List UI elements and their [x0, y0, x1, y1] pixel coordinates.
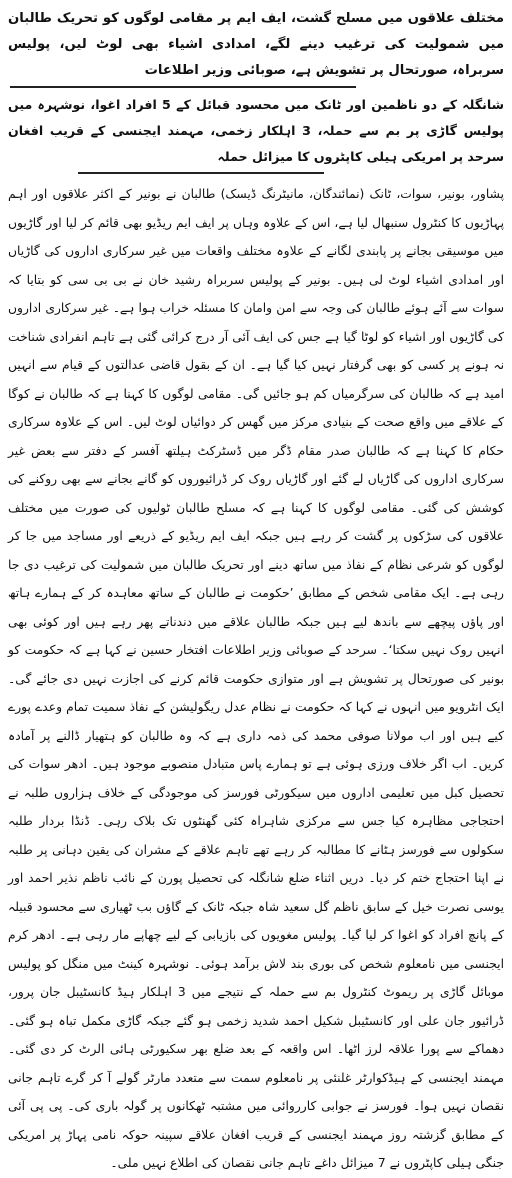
news-article: [6, 0, 506, 1178]
article-body: [8, 180, 504, 1178]
subheadline-underline: [78, 172, 324, 174]
body-paragraph: پشاور، بونیر، سوات، ٹانک (نمائندگان، مانیٹرنگ ڈیسک) طالبان نے بونیر کے اکثر علاقوں اور اہم پہاڑیوں کا کنٹرول سنبھال لیا ہے، اس کے علاوہ وہاں پر ایف ایم ریڈیو بھی قائم کر لیا اور گاڑیوں میں موسیقی بجانے پر پابندی لگانے کے علاوہ مختلف واقعات میں غیر سرکاری اداروں کی گاڑیاں اور امدادی اشیاء لوٹ لی ہیں۔ بونیر کے پولیس سربراہ رشید خان نے بی بی سی کو بتایا کہ سوات سے آئے ہوئے طالبان کی وجہ سے امن وامان کا مسئلہ خراب ہوا ہے۔ غیر سرکاری اداروں کی گاڑیوں اور اشیاء کو لوٹا گیا ہے جس کی ایف آئی آر درج کرائی گئی ہے تاہم انفرادی شناخت نہ ہونے پر کسی کو بھی گرفتار نہیں کیا گیا ہے۔ ان کے بقول قاضی عدالتوں کے قیام سے انہیں امید ہے کہ طالبان کی سرگرمیاں کم ہو جائیں گی۔ مقامی لوگوں کا کہنا ہے کہ طالبان نے کوگا کے علاقے میں واقع صحت کے بنیادی مرکز میں گھس کر دوائیاں لوٹ لیں۔ اس کے علاوہ سرکاری حکام کا کہنا ہے کہ طالبان صدر مقام ڈگر میں ڈسٹرکٹ ہیلتھ آفسر کے دفتر سے بعض غیر سرکاری اداروں کی گاڑیاں لے گئے اور گاڑیاں روک کر ڈرائیوروں کو گانے بجانے سے بھی روکنے کی کوشش کی گئی۔ مقامی لوگوں کا کہنا ہے کہ مسلح طالبان ٹولیوں کی صورت میں مختلف علاقوں کی سڑکوں پر گشت کر رہے ہیں جبکہ ایف ایم ریڈیو کے ذریعے اور مساجد میں جا کر لوگوں کو شرعی نظام کے نفاذ میں ساتھ دینے اور تحریک طالبان میں شمولیت کی ترغیب دی جا رہی ہے۔ ایک مقامی شخص کے مطابق ’حکومت نے طالبان کے ساتھ معاہدہ کر کے ہمارے ہاتھ اور پاؤں پیچھے سے باندھ لیے ہیں جبکہ طالبان علاقے میں دندناتے پھر رہے ہیں اور کوئی بھی انہیں روک نہیں سکتا‘۔ سرحد کے صوبائی وزیر اطلاعات افتخار حسین نے کہا ہے کہ حکومت کو بونیر کی صورتحال پر تشویش ہے اور متوازی حکومت قائم کرنے کی اجازت نہیں دی جائے گی۔ ایک انٹرویو میں انہوں نے کہا کہ حکومت نے نظام عدل ریگولیشن کے نفاذ سمیت تمام وعدے پورے کیے ہیں اور اب مولانا صوفی محمد کی ذمہ داری ہے کہ وہ طالبان کو ہتھیار ڈالنے پر آمادہ کریں۔ اب اگر خلاف ورزی ہوئی ہے تو ہمارے پاس متبادل منصوبے موجود ہیں۔ ادھر سوات کی تحصیل کبل میں تعلیمی اداروں میں سیکورٹی فورسز کی موجودگی کے خلاف ہزاروں طلبہ نے احتجاجی مظاہرہ کیا جس سے مرکزی شاہراہ کئی گھنٹوں تک بلاک رہی۔ ڈنڈا بردار طلبہ سکولوں سے فورسز ہٹانے کا مطالبہ کر رہے تھے تاہم علاقے کے مشران کی یقین دہانی پر طلبہ نے اپنا احتجاج ختم کر دیا۔ دریں اثناء ضلع شانگلہ کی تحصیل پورن کے نائب ناظم نذیر احمد اور یوسی نصرت خیل کے سابق ناظم گل سعید شاہ جبکہ ٹانک کے گاؤں بب ٹھیاری سے محسود قبیلہ کے پانچ افراد کو اغوا کر لیا گیا۔ پولیس مغویوں کی بازیابی کے لیے چھاپے مار رہی ہے۔ ادھر کرم ایجنسی میں نامعلوم شخص کی بوری بند لاش برآمد ہوئی۔ نوشہرہ کینٹ میں منگل کو پولیس موبائل گاڑی پر ریموٹ کنٹرول بم سے حملہ کے نتیجے میں 3 اہلکار ہیڈ کانسٹیبل جان پرور، ڈرائیور جان علی اور کانسٹیبل شکیل احمد شدید زخمی ہو گئے جبکہ گاڑی مکمل تباہ ہو گئی۔ دھماکے سے پورا علاقہ لرز اٹھا۔ اس واقعہ کے بعد ضلع بھر سکیورٹی ہائی الرٹ کر دی گئی۔ مہمند ایجنسی کے ہیڈکوارٹر غلنئی پر نامعلوم سمت سے متعدد مارٹر گولے آ کر گرے تاہم جانی نقصان نہیں ہوا۔ فورسز نے جوابی کارروائی میں مشتبہ ٹھکانوں پر گولہ باری کی۔ پی پی آئی کے مطابق گزشتہ روز مہمند ایجنسی کے قریب افغان علاقے سپینہ حوکہ نامی پہاڑ پر امریکی جنگی ہیلی کاپٹروں نے 7 میزائل داغے تاہم جانی نقصان کی اطلاع نہیں ملی۔: [8, 187, 505, 1170]
headline-underline: [10, 86, 356, 88]
article-subheadline: [8, 92, 504, 174]
article-headline: مختلف علاقوں میں مسلح گشت، ایف ایم پر مقامی لوگوں کو تحریک طالبان میں شمولیت کی ترغیب دینے لگے، امدادی اشیاء بھی لوٹ لیں، پولیس سربراہ، صورتحال پر تشویش ہے، صوبائی وزیر اطلاعات: [8, 11, 504, 78]
subheadline-text: شانگلہ کے دو ناظمین اور ٹانک میں محسود قبائل کے 5 افراد اغوا، نوشہرہ میں پولیس گاڑی پر بم سے حملہ، 3 اہلکار زخمی، مہمند ایجنسی کے قریب افغان سرحد پر امریکی ہیلی کاپٹروں کا میزائل حملہ: [8, 97, 504, 164]
